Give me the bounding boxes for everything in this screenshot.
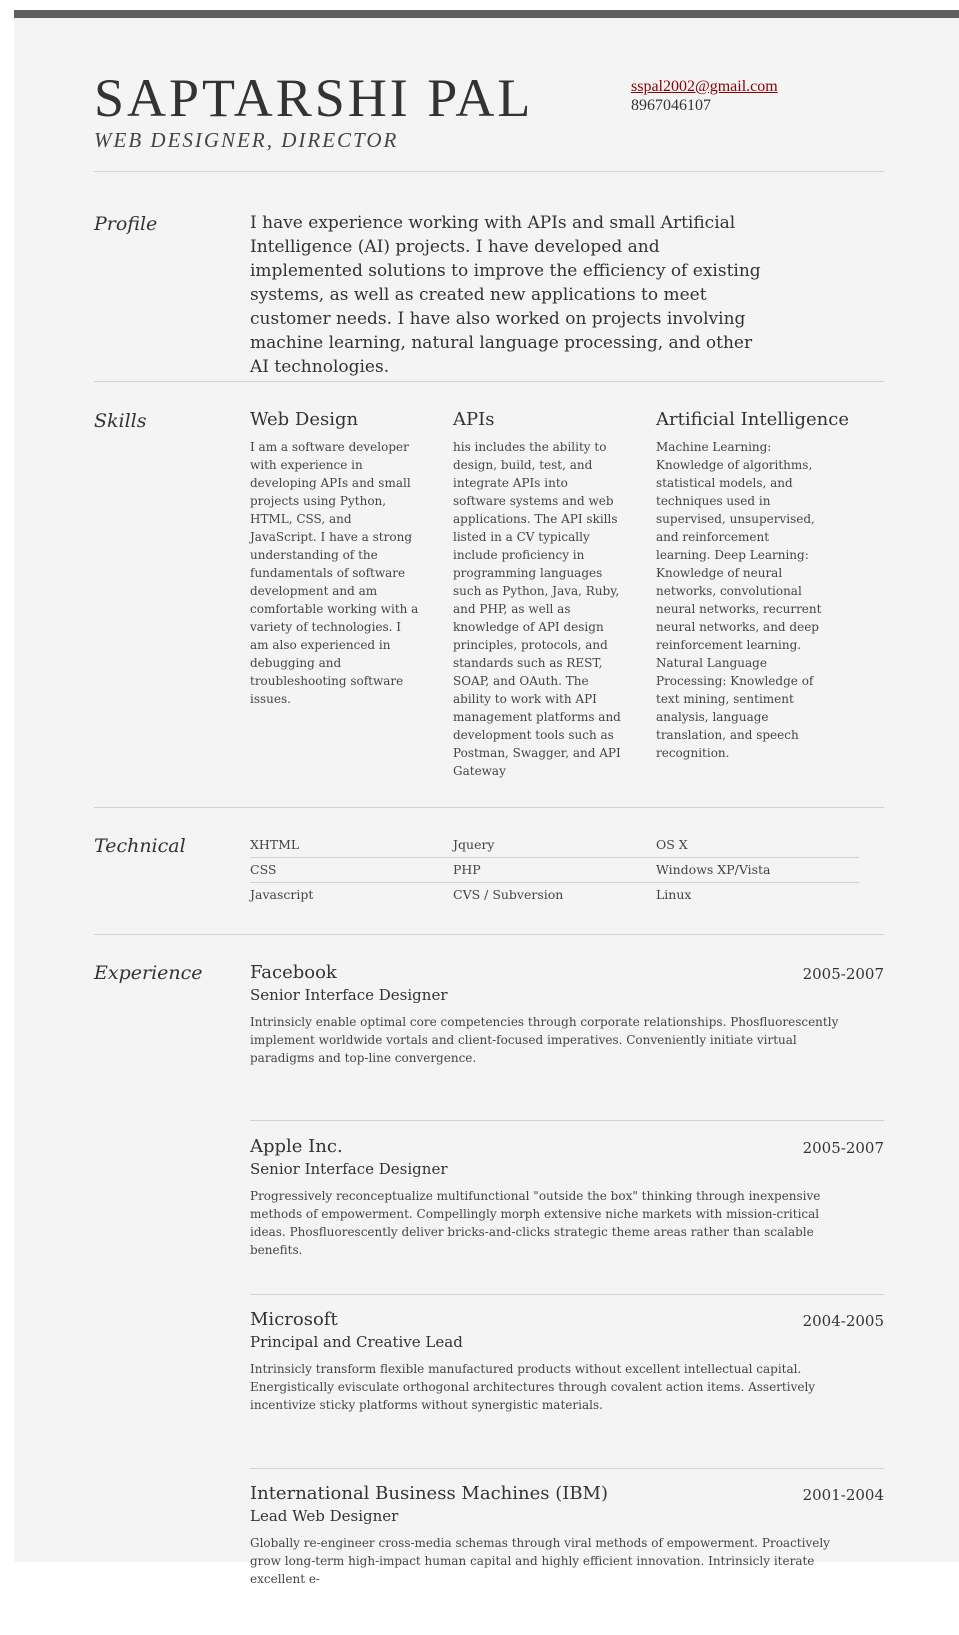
job-description: Intrinsicly enable optimal core competencies through corporate relationships. Phosfluorescently implement worldwide vortals and client-focused imperatives. Conveniently initiate virtual paradigms and top-line convergence. xyxy=(250,1015,839,1065)
job-description: Progressively reconceptualize multifunctional "outside the box" thinking through inexpensive methods of empowerment. Compellingly morph extensive niche markets with mission-critical ideas. Phosfluorescently deliver bricks-and-clicks strategic theme areas rather than scalable benefits. xyxy=(250,1189,821,1257)
job-title: Senior Interface Designer xyxy=(250,986,448,1004)
job-divider xyxy=(250,1294,884,1295)
job-title: Senior Interface Designer xyxy=(250,1160,448,1178)
job-company: Apple Inc. xyxy=(250,1136,343,1157)
job-title: Lead Web Designer xyxy=(250,1507,399,1525)
job-entry-apple xyxy=(250,1135,884,1259)
job-dates: 2004-2005 xyxy=(802,1312,884,1330)
section-heading-technical: Technical xyxy=(94,835,186,857)
job-divider xyxy=(250,1468,884,1469)
job-dates: 2001-2004 xyxy=(802,1486,884,1504)
technical-row xyxy=(250,858,859,883)
skill-artificial-intelligence xyxy=(656,408,850,762)
skill-title: Artificial Intelligence xyxy=(656,409,850,430)
skill-description: his includes the ability to design, build, test, and integrate APIs into software systems and web applications. The API skills listed in a CV typically include proficiency in programming languages such as Python, Java, Ruby, and PHP, as well as knowledge of API design principles, protocols, and standards such as REST, SOAP, and OAuth. The ability to work with API management platforms and development tools such as Postman, Swagger, and API Gateway xyxy=(453,440,621,778)
skill-title: APIs xyxy=(453,409,495,430)
technical-grid xyxy=(250,833,859,907)
job-company: Microsoft xyxy=(250,1309,338,1330)
skill-description: I am a software developer with experience in developing APIs and small projects using Python, HTML, CSS, and JavaScript. I have a strong understanding of the fundamentals of software development and am comfortable working with a variety of technologies. I am also experienced in debugging and troubleshooting software issues. xyxy=(250,440,419,706)
job-description: Globally re-engineer cross-media schemas through viral methods of empowerment. Proactively grow long-term high-impact human capital and highly efficient innovation. Intrinsicly iterate excellent e- xyxy=(250,1536,830,1586)
technical-row xyxy=(250,883,859,907)
technical-item: Windows XP/Vista xyxy=(656,862,771,877)
technical-item: Jquery xyxy=(453,837,495,852)
contact-info xyxy=(631,77,778,115)
job-entry-microsoft xyxy=(250,1308,884,1414)
person-role: WEB DESIGNER, DIRECTOR xyxy=(94,128,399,152)
job-company: International Business Machines (IBM) xyxy=(250,1483,609,1504)
job-dates: 2005-2007 xyxy=(802,1139,884,1157)
section-heading-skills: Skills xyxy=(94,410,147,432)
job-entry-facebook xyxy=(250,961,884,1067)
phone-number: 8967046107 xyxy=(631,97,711,114)
technical-item: CSS xyxy=(250,862,277,877)
technical-item: Linux xyxy=(656,887,692,902)
technical-row xyxy=(250,833,859,858)
job-description: Intrinsicly transform flexible manufactured products without excellent intellectual capital. Energistically evisculate orthogonal architectures through covalent action items. Assertively incentivize sticky platforms without synergistic materials. xyxy=(250,1362,816,1412)
job-company: Facebook xyxy=(250,962,337,983)
technical-section xyxy=(94,808,884,935)
resume-header xyxy=(94,18,884,172)
skills-section xyxy=(94,382,884,808)
email-link[interactable]: sspal2002@gmail.com xyxy=(631,78,778,95)
experience-section xyxy=(94,935,884,1635)
technical-item: PHP xyxy=(453,862,481,877)
section-heading-experience: Experience xyxy=(94,962,203,984)
technical-item: Javascript xyxy=(250,887,314,902)
job-title: Principal and Creative Lead xyxy=(250,1333,463,1351)
resume-content xyxy=(94,18,884,1635)
skill-apis xyxy=(453,408,623,780)
technical-item: CVS / Subversion xyxy=(453,887,564,902)
job-divider xyxy=(250,1120,884,1121)
skill-title: Web Design xyxy=(250,409,359,430)
job-dates: 2005-2007 xyxy=(802,965,884,983)
job-entry-ibm xyxy=(250,1482,884,1588)
technical-item: OS X xyxy=(656,837,688,852)
technical-item: XHTML xyxy=(250,837,300,852)
skill-web-design xyxy=(250,408,420,708)
resume-page xyxy=(14,10,959,1586)
person-name: SAPTARSHI PAL xyxy=(94,68,534,128)
section-heading-profile: Profile xyxy=(94,213,158,235)
profile-section xyxy=(94,172,884,382)
skill-description: Machine Learning: Knowledge of algorithms, statistical models, and techniques used in supervised, unsupervised, and reinforcement learning. Deep Learning: Knowledge of neural networks, convolutional neural networks, recurrent neural networks, and deep reinforcement learning. Natural Language Processing: Knowledge of text mining, sentiment analysis, language translation, and speech recognition. xyxy=(656,440,822,760)
profile-text: I have experience working with APIs and small Artificial Intelligence (AI) projects. I have developed and implemented solutions to improve the efficiency of existing systems, as well as created new applications to meet customer needs. I have also worked on projects involving machine learning, natural language processing, and other AI technologies. xyxy=(250,213,761,377)
